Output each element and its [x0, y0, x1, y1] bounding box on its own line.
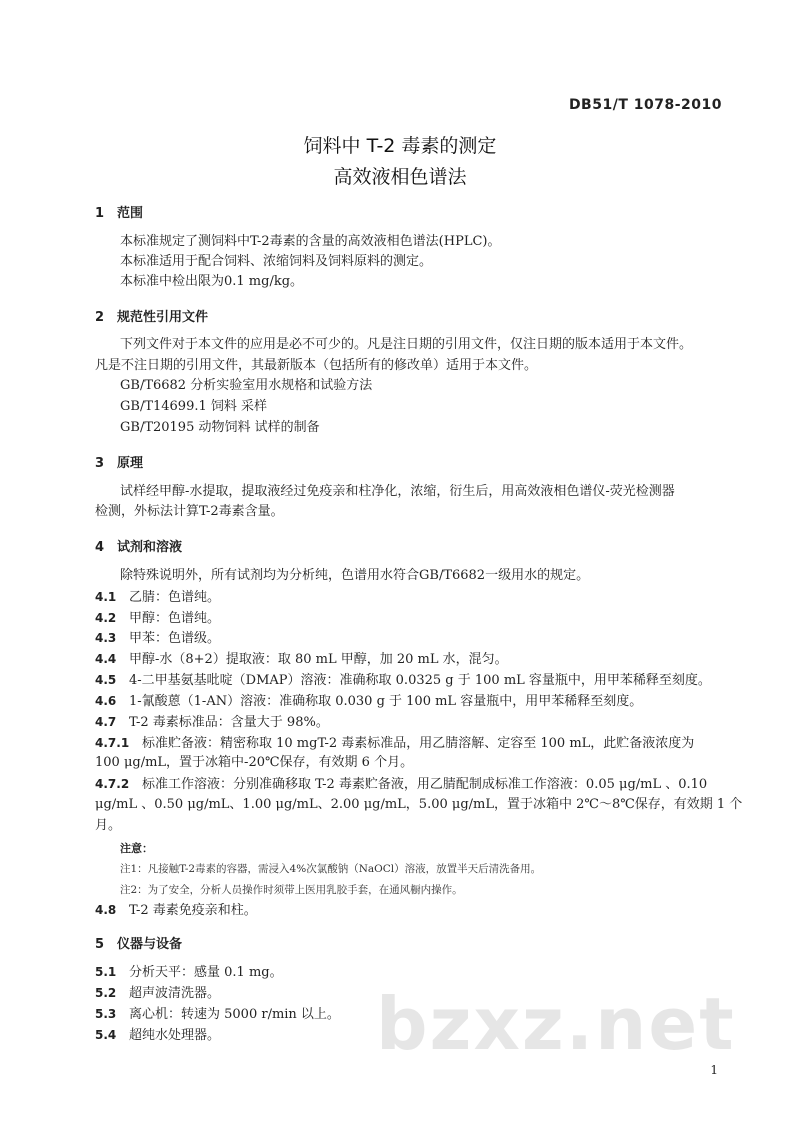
clause-number: 4.1	[95, 590, 117, 604]
paragraph: 检测，外标法计算T-2毒素含量。	[95, 504, 284, 519]
section-title: 规范性引用文件	[117, 310, 209, 325]
paragraph: 本标准规定了测饲料中T-2毒素的含量的高效液相色谱法(HPLC)。	[120, 234, 501, 249]
clause-number: 5.2	[95, 986, 117, 1000]
clause-4-6	[95, 693, 642, 710]
clause-text: 乙腈：色谱纯。	[129, 590, 221, 605]
clause-continuation: 月。	[95, 818, 122, 833]
section-number: 5	[95, 937, 105, 952]
clause-number: 4.5	[95, 673, 117, 687]
watermark: bzxz.net	[376, 982, 736, 1066]
clause-number: 5.4	[95, 1028, 117, 1042]
clause-text: 离心机：转速为 5000 r/min 以上。	[129, 1007, 340, 1022]
clause-text: 超纯水处理器。	[129, 1028, 221, 1043]
section-title: 试剂和溶液	[117, 540, 183, 555]
paragraph: 试样经甲醇-水提取，提取液经过免疫亲和柱净化，浓缩，衍生后，用高效液相色谱仪-荧光检测器	[120, 484, 675, 499]
reference-item: GB/T20195 动物饲料 试样的制备	[120, 420, 320, 435]
clause-number: 4.4	[95, 652, 117, 666]
section-4-heading	[95, 536, 182, 555]
clause-number: 4.3	[95, 631, 117, 645]
clause-4-5	[95, 672, 711, 689]
clause-5-1	[95, 964, 283, 981]
clause-number: 4.2	[95, 611, 117, 625]
clause-text: 标准贮备液：精密称取 10 mgT-2 毒素标准品，用乙腈溶解、定容至 100 mL，此贮备液浓度为	[142, 736, 695, 751]
reference-item: GB/T14699.1 饲料 采样	[120, 399, 268, 414]
section-1-heading	[95, 202, 143, 221]
section-number: 3	[95, 456, 105, 471]
document-title-line-2: 高效液相色谱法	[333, 166, 467, 188]
clause-text: T-2 毒素标准品：含量大于 98%。	[129, 715, 329, 730]
clause-number: 5.3	[95, 1007, 117, 1021]
reference-item: GB/T6682 分析实验室用水规格和试验方法	[120, 378, 373, 393]
paragraph: 下列文件对于本文件的应用是必不可少的。凡是注日期的引用文件，仅注日期的版本适用于本文件。	[120, 337, 693, 352]
clause-4-7-2	[95, 776, 707, 793]
clause-text: 分析天平：感量 0.1 mg。	[129, 965, 283, 980]
document-title-line-1: 饲料中 T-2 毒素的测定	[303, 135, 497, 157]
section-number: 2	[95, 310, 105, 325]
note-2: 注2：为了安全，分析人员操作时须带上医用乳胶手套，在通风橱内操作。	[120, 884, 463, 896]
section-2-heading	[95, 306, 208, 325]
clause-continuation: 100 μg/mL，置于冰箱中-20℃保存，有效期 6 个月。	[95, 755, 414, 770]
clause-5-4	[95, 1027, 220, 1044]
clause-number: 4.7.2	[95, 777, 130, 791]
clause-4-3	[95, 630, 220, 647]
section-title: 范围	[117, 206, 144, 221]
clause-4-4	[95, 651, 508, 668]
clause-continuation: μg/mL 、0.50 μg/mL、1.00 μg/mL、2.00 μg/mL，5.00 μg/mL，置于冰箱中 2℃～8℃保存，有效期 1 个	[95, 797, 743, 812]
clause-text: 甲苯：色谱级。	[129, 631, 221, 646]
clause-number: 4.7.1	[95, 736, 130, 750]
section-3-heading	[95, 452, 143, 471]
paragraph: 除特殊说明外，所有试剂均为分析纯，色谱用水符合GB/T6682一级用水的规定。	[120, 568, 590, 583]
section-5-heading	[95, 933, 182, 952]
clause-4-7-1	[95, 735, 694, 752]
clause-4-8	[95, 902, 257, 919]
section-title: 仪器与设备	[117, 937, 183, 952]
note-1: 注1：凡接触T-2毒素的容器，需浸入4%次氯酸钠（NaOCl）溶液，放置半天后清洗备用。	[120, 863, 542, 875]
clause-5-2	[95, 985, 220, 1002]
standard-code: DB51/T 1078-2010	[568, 97, 722, 113]
clause-5-3	[95, 1006, 340, 1023]
clause-text: 标准工作溶液：分别准确移取 T-2 毒素贮备液，用乙腈配制成标准工作溶液：0.05 μg/mL 、0.10	[142, 777, 708, 792]
clause-text: 甲醇：色谱纯。	[129, 611, 221, 626]
clause-number: 4.8	[95, 903, 117, 917]
section-number: 1	[95, 206, 105, 221]
clause-text: T-2 毒素免疫亲和柱。	[129, 903, 257, 918]
paragraph: 本标准适用于配合饲料、浓缩饲料及饲料原料的测定。	[120, 254, 433, 269]
page-number: 1	[710, 1063, 718, 1077]
clause-text: 超声波清洗器。	[129, 986, 221, 1001]
clause-4-7	[95, 714, 329, 731]
clause-text: 1-氰酸蒽（1-AN）溶液：准确称取 0.030 g 于 100 mL 容量瓶中，用甲苯稀释至刻度。	[129, 694, 643, 709]
clause-text: 甲醇-水（8+2）提取液：取 80 mL 甲醇，加 20 mL 水，混匀。	[129, 652, 508, 667]
paragraph: 凡是不注日期的引用文件，其最新版本（包括所有的修改单）适用于本文件。	[95, 358, 538, 373]
clause-number: 4.7	[95, 715, 117, 729]
note-heading: 注意：	[120, 842, 153, 855]
paragraph: 本标准中检出限为0.1 mg/kg。	[120, 274, 304, 289]
clause-number: 4.6	[95, 694, 117, 708]
section-number: 4	[95, 540, 105, 555]
clause-text: 4-二甲基氨基吡啶（DMAP）溶液：准确称取 0.0325 g 于 100 mL 容量瓶中，用甲苯稀释至刻度。	[129, 673, 711, 688]
clause-number: 5.1	[95, 965, 117, 979]
clause-4-2	[95, 610, 220, 627]
clause-4-1	[95, 589, 220, 606]
section-title: 原理	[117, 456, 144, 471]
